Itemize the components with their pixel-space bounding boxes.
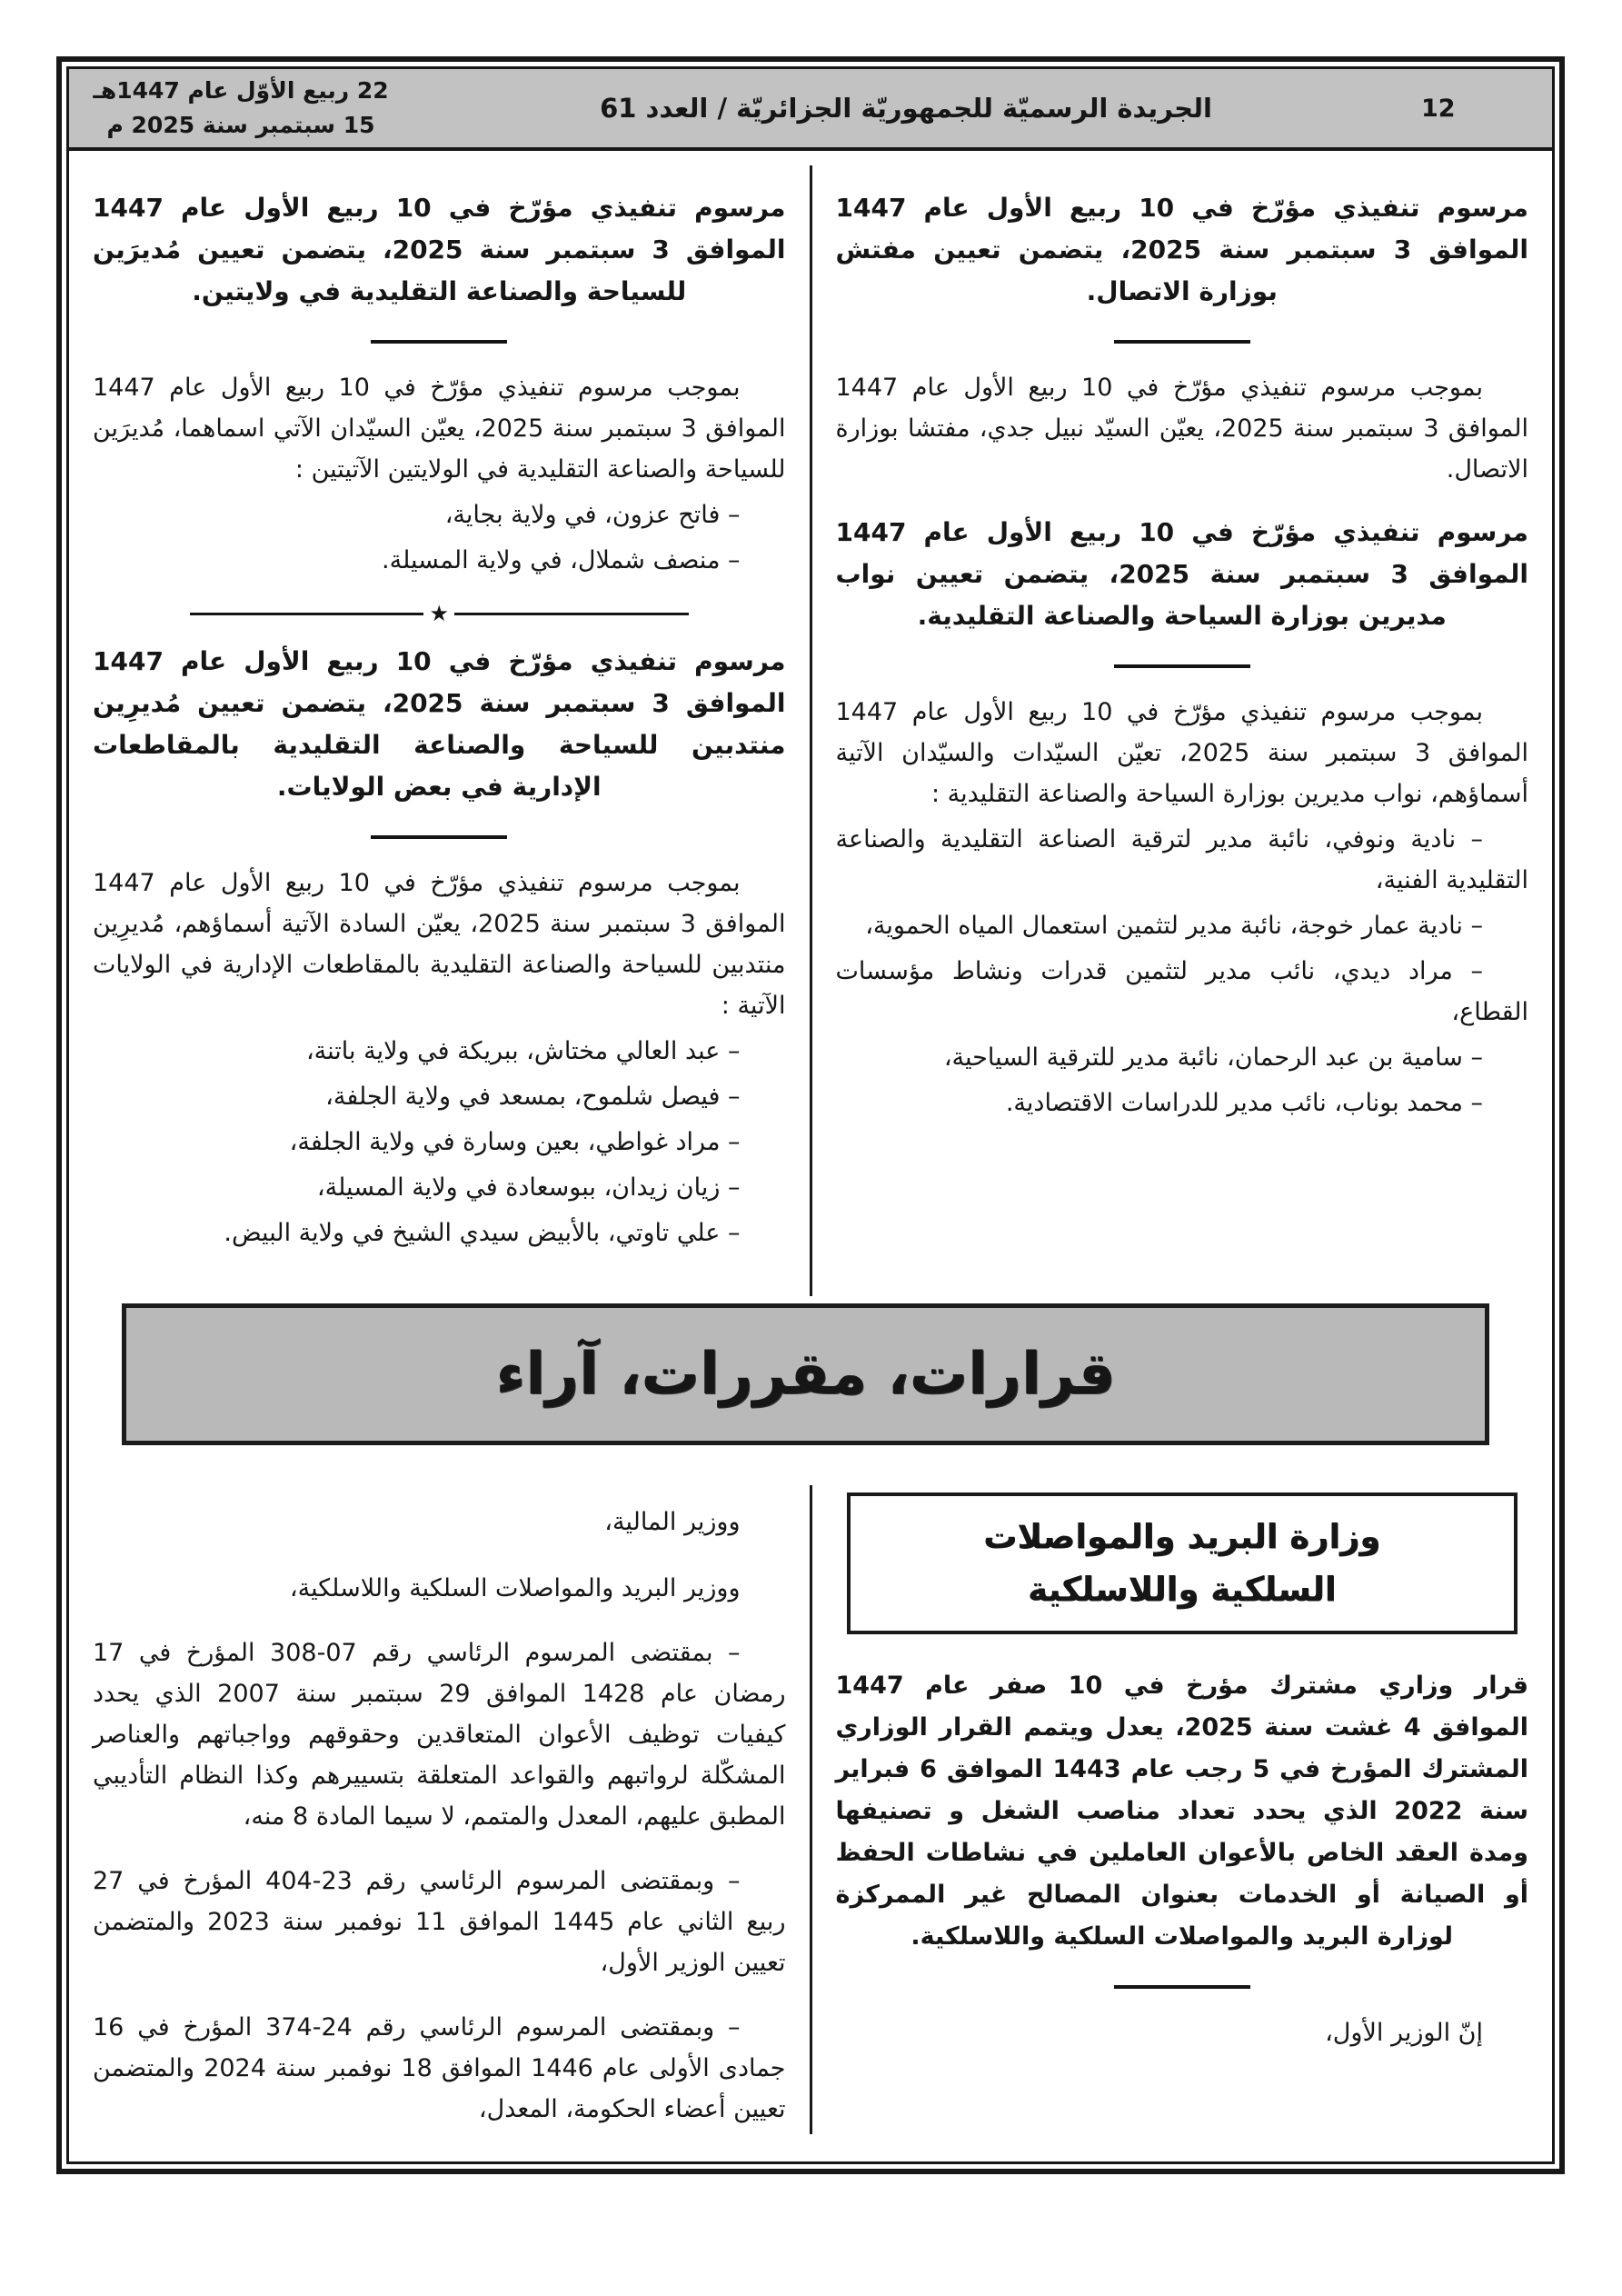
appointee-item: – منصف شملال، في ولاية المسيلة. bbox=[382, 546, 741, 574]
appointee-item: – فيصل شلموح، بمسعد في ولاية الجلفة، bbox=[325, 1083, 741, 1111]
decisions-left-column bbox=[69, 1485, 812, 2134]
visa-paragraph: – وبمقتضى المرسوم الرئاسي رقم 24-374 المؤرخ في 16 جمادى الأولى عام 1446 الموافق 18 نوفمبر سنة 2024 والمتضمن تعيين أعضاء الحكومة، المعدل، bbox=[93, 2013, 786, 2123]
header-date bbox=[91, 74, 391, 143]
star-icon: ★ bbox=[429, 601, 449, 626]
appointee-item: – عبد العالي مختاش، ببريكة في ولاية باتنة، bbox=[305, 1037, 741, 1065]
page-frame-inner bbox=[66, 66, 1555, 2164]
decision-heading: قرار وزاري مشترك مؤرخ في 10 صفر عام 1447 الموافق 4 غشت سنة 2025، يعدل ويتمم القرار الوزاري المشترك المؤرخ في 5 رجب عام 1443 الموافق 6 فبراير سنة 2022 الذي يحدد تعداد مناصب الشغل و تصنيفها ومدة العقد الخاص بالأعوان العاملين في نشاطات الحفظ أو الصيانة أو الخدمات بعنوان المصالح غير الممركزة لوزارة البريد والمواصلات السلكية واللاسلكية. bbox=[835, 1672, 1529, 1951]
appointee-item: – نادية عمار خوجة، نائبة مدير لتثمين استعمال المياه الحموية، bbox=[865, 912, 1483, 940]
decree-heading: مرسوم تنفيذي مؤرّخ في 10 ربيع الأول عام 1447 الموافق 3 سبتمبر سنة 2025، يتضمن تعيين نواب مديرين بوزارة السياحة والصناعة التقليدية. bbox=[835, 517, 1529, 631]
decrees-section bbox=[69, 165, 1552, 1296]
decree-heading: مرسوم تنفيذي مؤرّخ في 10 ربيع الأول عام 1447 الموافق 3 سبتمبر سنة 2025، يتضمن تعيين مُديرِين منتدبين للسياحة والصناعة التقليدية بالمقاطعات الإدارية في بعض الولايات. bbox=[93, 646, 786, 802]
decree-heading: مرسوم تنفيذي مؤرّخ في 10 ربيع الأول عام 1447 الموافق 3 سبتمبر سنة 2025، يتضمن تعيين مُديرَين للسياحة والصناعة التقليدية في ولايتين. bbox=[93, 193, 786, 306]
section-divider-rule bbox=[371, 340, 507, 344]
header-date-hijri: 22 ربيع الأوّل عام 1447هـ bbox=[93, 77, 389, 104]
appointee-item: – محمد بوناب، نائب مدير للدراسات الاقتصادية. bbox=[1005, 1089, 1483, 1117]
decree-body: بموجب مرسوم تنفيذي مؤرّخ في 10 ربيع الأول عام 1447 الموافق 3 سبتمبر سنة 2025، يعيّن السيّدان الآتي اسماهما، مُديرَين للسياحة والصناعة التقليدية في الولايتين الآتيتين : bbox=[93, 374, 786, 484]
decisions-section bbox=[69, 1485, 1552, 2134]
appointee-item: – مراد غواطي، بعين وسارة في ولاية الجلفة، bbox=[289, 1128, 741, 1156]
ministry-box-line2: السلكية واللاسلكية bbox=[1028, 1570, 1337, 1609]
visa-paragraph: – بمقتضى المرسوم الرئاسي رقم 07-308 المؤرخ في 17 رمضان عام 1428 الموافق 29 سبتمبر سنة 2007 الذي يحدد كيفيات توظيف الأعوان المتعاقدين وحقوقهم وواجباتهم والعناصر المشكّلة لرواتبهم والقواعد المتعلقة بتسييرهم وكذا النظام التأديبي المطبق عليهم، المعدل والمتمم، لا سيما المادة 8 منه، bbox=[93, 1639, 786, 1831]
decree-body: بموجب مرسوم تنفيذي مؤرّخ في 10 ربيع الأول عام 1447 الموافق 3 سبتمبر سنة 2025، يعيّن السيّد نبيل جدي، مفتشا بوزارة الاتصال. bbox=[835, 374, 1528, 484]
decree-heading: مرسوم تنفيذي مؤرّخ في 10 ربيع الأول عام 1447 الموافق 3 سبتمبر سنة 2025، يتضمن تعيين مفتش بوزارة الاتصال. bbox=[835, 193, 1529, 306]
decrees-left-column bbox=[69, 165, 812, 1296]
page-frame bbox=[56, 56, 1565, 2174]
decisions-banner bbox=[122, 1303, 1489, 1445]
appointee-item: – زيان زيدان، ببوسعادة في ولاية المسيلة، bbox=[316, 1173, 741, 1202]
appointee-item: – علي تاوتي، بالأبيض سيدي الشيخ في ولاية البيض. bbox=[224, 1219, 741, 1247]
visa-paragraph: – وبمقتضى المرسوم الرئاسي رقم 23-404 المؤرخ في 27 ربيع الثاني عام 1445 الموافق 11 نوفمبر سنة 2023 والمتضمن تعيين الوزير الأول، bbox=[93, 1867, 786, 1977]
decrees-right-column bbox=[812, 165, 1553, 1296]
co-signer: ووزير البريد والمواصلات السلكية واللاسلكية، bbox=[289, 1574, 741, 1602]
divider-line bbox=[454, 613, 689, 615]
ministry-box-line1: وزارة البريد والمواصلات bbox=[983, 1517, 1381, 1556]
header-bar bbox=[69, 69, 1552, 151]
decision-opening: إنّ الوزير الأول، bbox=[1325, 2019, 1483, 2047]
section-divider-rule bbox=[371, 835, 507, 839]
section-divider-rule bbox=[1114, 1985, 1250, 1989]
header-date-gregorian: 15 سبتمبر سنة 2025 م bbox=[106, 112, 375, 138]
appointee-item: – فاتح عزون، في ولاية بجاية، bbox=[444, 501, 741, 529]
appointee-item: – سامية بن عبد الرحمان، نائبة مدير للترقية السياحية، bbox=[943, 1043, 1483, 1072]
section-divider-rule bbox=[1114, 664, 1250, 668]
decree-body: بموجب مرسوم تنفيذي مؤرّخ في 10 ربيع الأول عام 1447 الموافق 3 سبتمبر سنة 2025، تعيّن السيّدات والسيّدان الآتية أسماؤهم، نواب مديرين بوزارة السياحة والصناعة التقليدية : bbox=[835, 698, 1528, 808]
page-number: 12 bbox=[1421, 94, 1456, 123]
appointee-item: – مراد ديدي، نائب مدير لتثمين قدرات ونشاط مؤسسات القطاع، bbox=[835, 957, 1528, 1026]
decree-body: بموجب مرسوم تنفيذي مؤرّخ في 10 ربيع الأول عام 1447 الموافق 3 سبتمبر سنة 2025، يعيّن السادة الآتية أسماؤهم، مُديرِين منتدبين للسياحة والصناعة التقليدية بالمقاطعات الإدارية في الولايات الآتية : bbox=[93, 869, 786, 1020]
decisions-right-column bbox=[812, 1485, 1553, 2134]
divider-line bbox=[190, 613, 424, 615]
ministry-box bbox=[847, 1492, 1518, 1634]
section-divider-rule bbox=[1114, 340, 1250, 344]
decisions-banner-title: قرارات، مقررات، آراء bbox=[495, 1341, 1116, 1408]
journal-title: الجريدة الرسميّة للجمهوريّة الجزائريّة / العدد 61 bbox=[600, 93, 1212, 124]
appointee-item: – نادية ونوفي، نائبة مدير لترقية الصناعة التقليدية والصناعة التقليدية الفنية، bbox=[835, 825, 1528, 894]
star-divider bbox=[190, 603, 689, 624]
co-signer: ووزير المالية، bbox=[604, 1508, 741, 1536]
